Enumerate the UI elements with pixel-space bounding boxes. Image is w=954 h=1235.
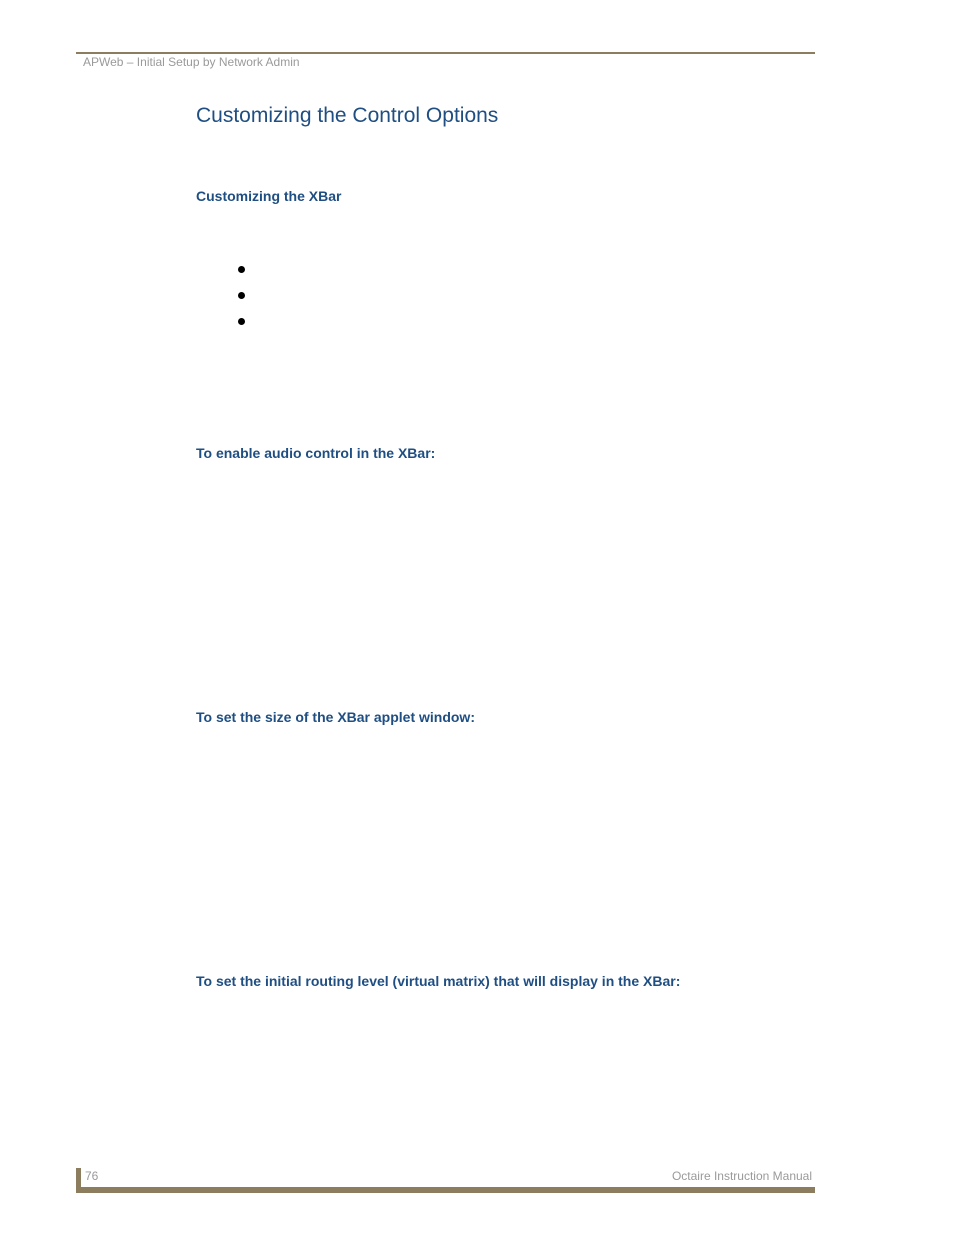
page-number: 76 — [85, 1169, 99, 1183]
section-heading-enable-audio: To enable audio control in the XBar: — [196, 445, 436, 461]
bullet-point — [238, 266, 245, 273]
manual-title: Octaire Instruction Manual — [671, 1169, 812, 1183]
footer-rule — [76, 1187, 815, 1193]
section-heading-routing-level: To set the initial routing level (virtual matrix) that will display in the XBar: — [196, 973, 681, 989]
bullet-point — [238, 292, 245, 299]
bullet-point — [238, 318, 245, 325]
section-heading-set-size: To set the size of the XBar applet window: — [196, 709, 475, 725]
header-rule — [76, 52, 815, 54]
running-header: APWeb – Initial Setup by Network Admin — [83, 55, 300, 69]
page-title: Customizing the Control Options — [196, 104, 499, 127]
section-heading-customizing-xbar: Customizing the XBar — [196, 188, 342, 204]
